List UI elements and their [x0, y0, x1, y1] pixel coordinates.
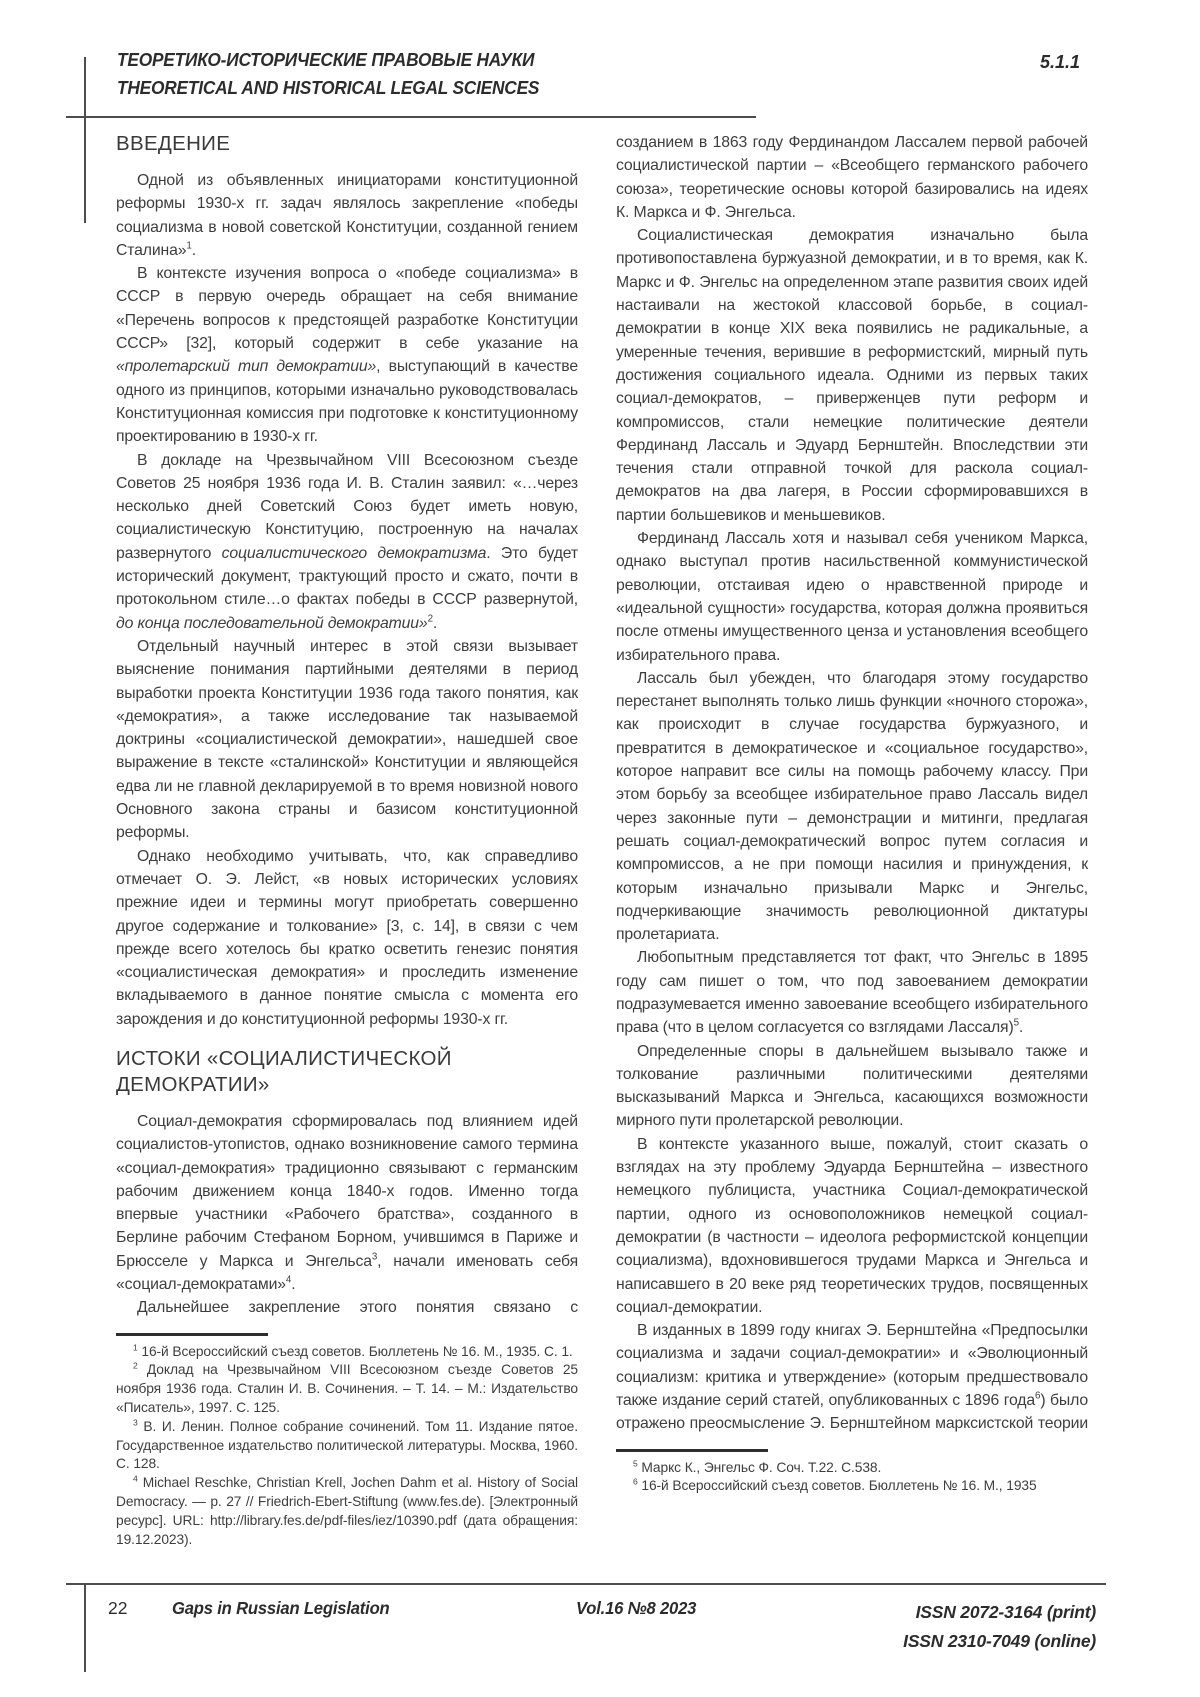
running-header [117, 46, 539, 102]
footnote-separator-left [116, 1333, 268, 1336]
two-column-body [116, 131, 1088, 1581]
left-column [116, 131, 578, 1581]
footnote: $^6$ 16-й Всероссийский съезд советов. Бюллетень № 16. М., 1935 [633, 1476, 1037, 1494]
footer-horizontal-rule [66, 1583, 1106, 1585]
header-title-english: THEORETICAL AND HISTORICAL LEGAL SCIENCES [117, 78, 540, 98]
paragraph: Социал-демократия сформировалась под влиянием идей социалистов-утопистов, однако возникновение самого термина «социал-демократия» традиционно связывают с германским рабочим движением конца 1840-х годов. Именно тогда впервые участники «Рабочего братства», созданного в Берлине рабочим Стефаном Борном, учившимся в Париже и Брюсселе у Маркса и Энгельса$^3$, начали именовать себя «социал-демократами»$^4$. [116, 1112, 578, 1294]
issn-print: ISSN 2072-3164 (print) [915, 1602, 1096, 1622]
right-column-paragraphs [616, 131, 1088, 1436]
footnote-separator-right [616, 1449, 768, 1452]
paragraph: Определенные споры в дальнейшем вызывало также и толкование различными политическими деятелями высказываний Маркса и Энгельса, касающихся возможности мирного пути пролетарской революции. [616, 1042, 1088, 1130]
paragraph: В докладе на Чрезвычайном VIII Всесоюзном съезде Советов 25 ноября 1936 года И. В. Сталин заявил: «…через несколько дней Советский Союз будет иметь новую, социалистическую Конституцию, построенную на началах развернутого социалистического демократизма. Это будет исторический документ, трактующий просто и сжато, почти в протокольном стиле…о фактах победы в СССР развернутой, до конца последовательной демократии»$^2$. [116, 451, 578, 632]
journal-title: Gaps in Russian Legislation [172, 1598, 390, 1618]
paragraph: Отдельный научный интерес в этой связи вызывает выяснение понимания партийными деятелями в период выработки проекта Конституции 1936 года такого понятия, как «демократия», а также исследование так называемой доктрины «социалистической демократии», нашедшей свое выражение в тексте «сталинской» Конституции и являющейся едва ли не главной декларируемой в то время новизной нового Основного закона страны и базисом конституционной реформы. [116, 637, 578, 842]
paragraph: Дальнейшее закрепление этого понятия связано с [137, 1299, 578, 1317]
footnote: $^1$ 16-й Всероссийский съезд советов. Бюллетень № 16. М., 1935. С. 1. [133, 1342, 573, 1359]
origins-paragraphs [116, 1110, 578, 1320]
paragraph: В контексте изучения вопроса о «победе социализма» в СССР в первую очередь обращает на себя внимание «Перечень вопросов к предстоящей разработке Конституции СССР» [32], который содержит в себе указание на «пролетарский тип демократии», выступающий в качестве одного из принципов, которыми изначально руководствовалась Конституционная комиссия при подготовке к конституционному проектированию в 1930-х гг. [116, 265, 579, 446]
paragraph: В контексте указанного выше, пожалуй, стоит сказать о взглядах на эту проблему Эдуарда Бернштейна – известного немецкого публициста, участника Социал-демократической партии, одного из основоположников немецкой социал-демократии (в частности – идеолога реформистской концепции социализма), вдохновившегося трудами Маркса и Энгельса и написавшего в 20 веке ряд теоретических трудов, посвященных социал-демократии. [616, 1135, 1088, 1316]
paragraph: Однако необходимо учитывать, что, как справедливо отмечает О. Э. Лейст, «в новых исторических условиях прежние идеи и термины могут приобретать совершенно другое содержание и толкование» [3, с. 14], в связи с чем прежде всего хотелось бы кратко осветить генезис понятия «социалистическая демократия» и проследить изменение вкладываемого в данное понятие смысла с момента его зарождения и до конституционной реформы 1930-х гг. [116, 847, 578, 1028]
volume-issue-year: Vol.16 №8 2023 [576, 1598, 697, 1618]
right-column [616, 131, 1088, 1581]
footnote: $^2$ Доклад на Чрезвычайном VIII Всесоюзном съезде Советов 25 ноября 1936 года. Сталин И. В. Сочинения. – Т. 14. – М.: Издательство «Писатель», 1997. С. 125. [116, 1360, 578, 1416]
paragraph: Лассаль был убежден, что благодаря этому государство перестанет выполнять только лишь функции «ночного сторожа», как происходит в случае государства буржуазного, и превратится в демократическое и «социальное государство», которое направит все силы на помощь рабочему классу. При этом борьбу за всеобщее избирательное право Лассаль видел через законные пути – демонстрации и митинги, предлагая решать социал-демократический вопрос путем согласия и компромиссов, а не при помощи насилия и принуждения, к которым изначально призывали Маркс и Энгельс, подчеркивающие значимость революционной диктатуры пролетариата. [616, 669, 1088, 944]
paragraph: В изданных в 1899 году книгах Э. Бернштейна «Предпосылки социализма и задачи социал-демократии» и «Эволюционный социализм: критика и утверждение» (которым предшествовало также издание серий статей, опубликованных с 1896 года$^6$) было отражено преосмысление Э. Бернштейном марксистской теории [616, 1322, 1088, 1433]
footnotes-right [616, 1459, 1088, 1497]
paragraph: Любопытным представляется тот факт, что Энгельс в 1895 году сам пишет о том, что под завоеванием демократии подразумевается именно завоевание всеобщего избирательного права (что в целом согласуется со взглядами Лассаля)$^5$. [616, 949, 1088, 1037]
heading-origins: ИСТОКИ «СОЦИАЛИСТИЧЕСКОЙ ДЕМОКРАТИИ» [116, 1046, 452, 1096]
header-title-russian: ТЕОРЕТИКО-ИСТОРИЧЕСКИЕ ПРАВОВЫЕ НАУКИ [117, 50, 535, 70]
paragraph: Фердинанд Лассаль хотя и называл себя учеником Маркса, однако выступал против насильственной коммунистической революции, отстаивая идею о нравственной природе и «идеальной сущности» государства, которая должна проявиться после отмены имущественного ценза и установления всеобщего избирательного права. [616, 530, 1088, 664]
specialty-code: 5.1.1 [1040, 52, 1081, 72]
bottom-left-vertical-rule [84, 1584, 86, 1672]
header-horizontal-rule [66, 116, 756, 118]
paragraph: Социалистическая демократия изначально была противопоставлена буржуазной демократии, и в то время, как К. Маркс и Ф. Энгельс на определенном этапе развития своих идей настаивали на жестокой классовой борьбе, в социал-демократии в конце XIX века появились не радикальные, а умеренные течения, верившие в реформистский, мирный путь достижения социального идеала. Одними из первых таких социал-демократов, – приверженцев пути реформ и компромиссов, стали немецкие политические деятели Фердинанд Лассаль и Эдуард Бернштейн. Впоследствии эти течения стали отправной точкой для раскола социал-демократов на два лагеря, в России сформировавшихся в партии большевиков и меньшевиков. [616, 227, 1088, 524]
top-left-vertical-rule [84, 57, 86, 223]
issn-online: ISSN 2310-7049 (online) [903, 1631, 1096, 1651]
introduction-paragraphs [116, 169, 578, 1031]
footnote: $^4$ Michael Reschke, Christian Krell, Jochen Dahm et al. History of Social Democracy. — p. 27 // Friedrich-Ebert-Stiftung (www.fes.de). [Электронный ресурс]. URL: http://library.fes.de/pdf-files/iez/10390.pdf (дата обращения: 19.12.2023). [116, 1473, 578, 1547]
footnote: $^5$ Маркс К., Энгельс Ф. Соч. Т.22. С.538. [633, 1458, 882, 1475]
footnote: $^3$ В. И. Ленин. Полное собрание сочинений. Том 11. Издание пятое. Государственное издательство политической литературы. Москва, 1960. С. 128. [116, 1417, 578, 1472]
page-number: 22 [108, 1598, 128, 1618]
heading-introduction: ВВЕДЕНИЕ [116, 132, 231, 155]
paragraph: Одной из объявленных инициаторами конституционной реформы 1930-х гг. задач являлось закрепление «победы социализма в новой советской Конституции, созданной гением Сталина»$^1$. [116, 172, 578, 259]
paragraph: созданием в 1863 году Фердинандом Лассалем первой рабочей социалистической партии – «Всеобщего германского рабочего союза», теоретические основы которой базировались на идеях К. Маркса и Ф. Энгельса. [616, 134, 1088, 221]
issn-block [903, 1598, 1096, 1656]
footnotes-left [116, 1343, 578, 1550]
